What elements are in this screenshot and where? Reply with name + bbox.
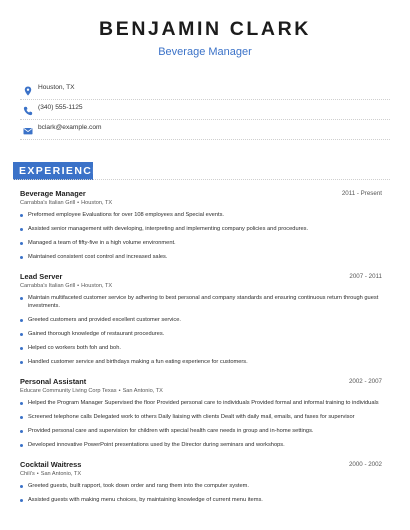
bullet-dot-icon bbox=[20, 499, 23, 502]
job-location: San Antonio, TX bbox=[40, 471, 82, 477]
job-entry bbox=[20, 377, 382, 455]
bullet-item: Assisted senior management with developing, interpreting and implementing company policies and procedures. bbox=[20, 225, 382, 239]
mail-icon bbox=[23, 123, 33, 133]
job-location: San Antonio, TX bbox=[122, 388, 163, 394]
job-dates: 2007 - 2011 bbox=[349, 273, 382, 280]
job-bullets bbox=[20, 211, 382, 267]
bullet-item: Helped co workers both foh and boh. bbox=[20, 344, 382, 358]
bullet-dot-icon bbox=[20, 416, 23, 419]
bullet-dot-icon bbox=[20, 333, 23, 336]
job-company: Educare Community Living Corp Texas bbox=[20, 388, 117, 394]
separator-dot: • bbox=[77, 283, 80, 289]
job-bullets bbox=[20, 294, 382, 372]
contact-location bbox=[20, 80, 390, 100]
job-role: Lead Server bbox=[20, 272, 63, 281]
bullet-item: Gained thorough knowledge of restaurant procedures. bbox=[20, 330, 382, 344]
job-role: Cocktail Waitress bbox=[20, 460, 82, 469]
job-company: Chili's bbox=[20, 471, 35, 477]
experience-heading: EXPERIENCE bbox=[13, 162, 93, 180]
job-location: Houston, TX bbox=[81, 200, 113, 206]
job-entry bbox=[20, 272, 382, 372]
bullet-item: Greeted customers and provided excellent customer service. bbox=[20, 316, 382, 330]
job-company-line bbox=[20, 387, 382, 396]
bullet-item: Assisted guests with making menu choices, by maintaining knowledge of current menu items. bbox=[20, 496, 382, 510]
job-role: Personal Assistant bbox=[20, 377, 87, 386]
job-company: Carrabba's Italian Grill bbox=[20, 283, 76, 289]
contact-location-text: Houston, TX bbox=[38, 84, 75, 91]
resume-header bbox=[0, 18, 410, 59]
bullet-dot-icon bbox=[20, 242, 23, 245]
job-bullets bbox=[20, 482, 382, 510]
job-entry bbox=[20, 189, 382, 267]
bullet-item: Maintained consistent cost control and increased sales. bbox=[20, 253, 382, 267]
contact-phone-text: (340) 555-1125 bbox=[38, 104, 83, 111]
bullet-item: Managed a team of fifty-five in a high volume environment. bbox=[20, 239, 382, 253]
applicant-title: Beverage Manager bbox=[158, 46, 252, 58]
bullet-dot-icon bbox=[20, 214, 23, 217]
job-company-line bbox=[20, 282, 382, 291]
job-location: Houston, TX bbox=[81, 283, 113, 289]
phone-icon bbox=[23, 103, 33, 113]
bullet-dot-icon bbox=[20, 228, 23, 231]
bullet-item: Preformed employee Evaluations for over 108 employees and Special events. bbox=[20, 211, 382, 225]
bullet-item: Screened telephone calls Delegated work to others Daily liaising with clients Dealt with daily mail, emails, and faxes for supervisor bbox=[20, 413, 382, 427]
bullet-dot-icon bbox=[20, 444, 23, 447]
bullet-dot-icon bbox=[20, 297, 23, 300]
job-company-line bbox=[20, 199, 382, 208]
contact-phone bbox=[20, 100, 390, 120]
separator-dot: • bbox=[77, 200, 80, 206]
bullet-dot-icon bbox=[20, 256, 23, 259]
contact-email bbox=[20, 120, 390, 140]
contact-list bbox=[20, 80, 390, 140]
bullet-item: Maintain multifaceted customer service by adhering to best personal and company standards and ensuring continuous return through guest investments. bbox=[20, 294, 382, 316]
bullet-dot-icon bbox=[20, 485, 23, 488]
bullet-dot-icon bbox=[20, 402, 23, 405]
job-entry bbox=[20, 460, 382, 510]
section-divider bbox=[13, 179, 390, 180]
contact-email-text: bclark@example.com bbox=[38, 124, 102, 131]
job-company-line bbox=[20, 470, 382, 479]
job-dates: 2002 - 2007 bbox=[348, 378, 382, 385]
bullet-item: Greeted guests, built rapport, took down order and rang them into the computer system. bbox=[20, 482, 382, 496]
job-bullets bbox=[20, 399, 382, 455]
job-role: Beverage Manager bbox=[20, 189, 86, 198]
bullet-item: Helped the Program Manager Supervised the floor Provided personal care to individuals Provided formal and informal training to individuals bbox=[20, 399, 382, 413]
experience-list bbox=[20, 189, 382, 515]
bullet-dot-icon bbox=[20, 361, 23, 364]
job-company: Carrabba's Italian Grill bbox=[20, 200, 76, 206]
applicant-name: BENJAMIN CLARK bbox=[99, 18, 311, 40]
separator-dot: • bbox=[118, 388, 121, 394]
bullet-dot-icon bbox=[20, 347, 23, 350]
bullet-dot-icon bbox=[20, 319, 23, 322]
job-dates: 2000 - 2002 bbox=[348, 461, 382, 468]
bullet-dot-icon bbox=[20, 430, 23, 433]
job-dates: 2011 - Present bbox=[341, 190, 382, 197]
bullet-item: Developed innovative PowerPoint presentations used by the Director during seminars and workshops. bbox=[20, 441, 382, 455]
bullet-item: Handled customer service and birthdays making a fun eating experience for customers. bbox=[20, 358, 382, 372]
location-pin-icon bbox=[23, 83, 33, 93]
separator-dot: • bbox=[36, 471, 39, 477]
bullet-item: Provided personal care and supervision for children with special health care needs in group and in-home settings. bbox=[20, 427, 382, 441]
